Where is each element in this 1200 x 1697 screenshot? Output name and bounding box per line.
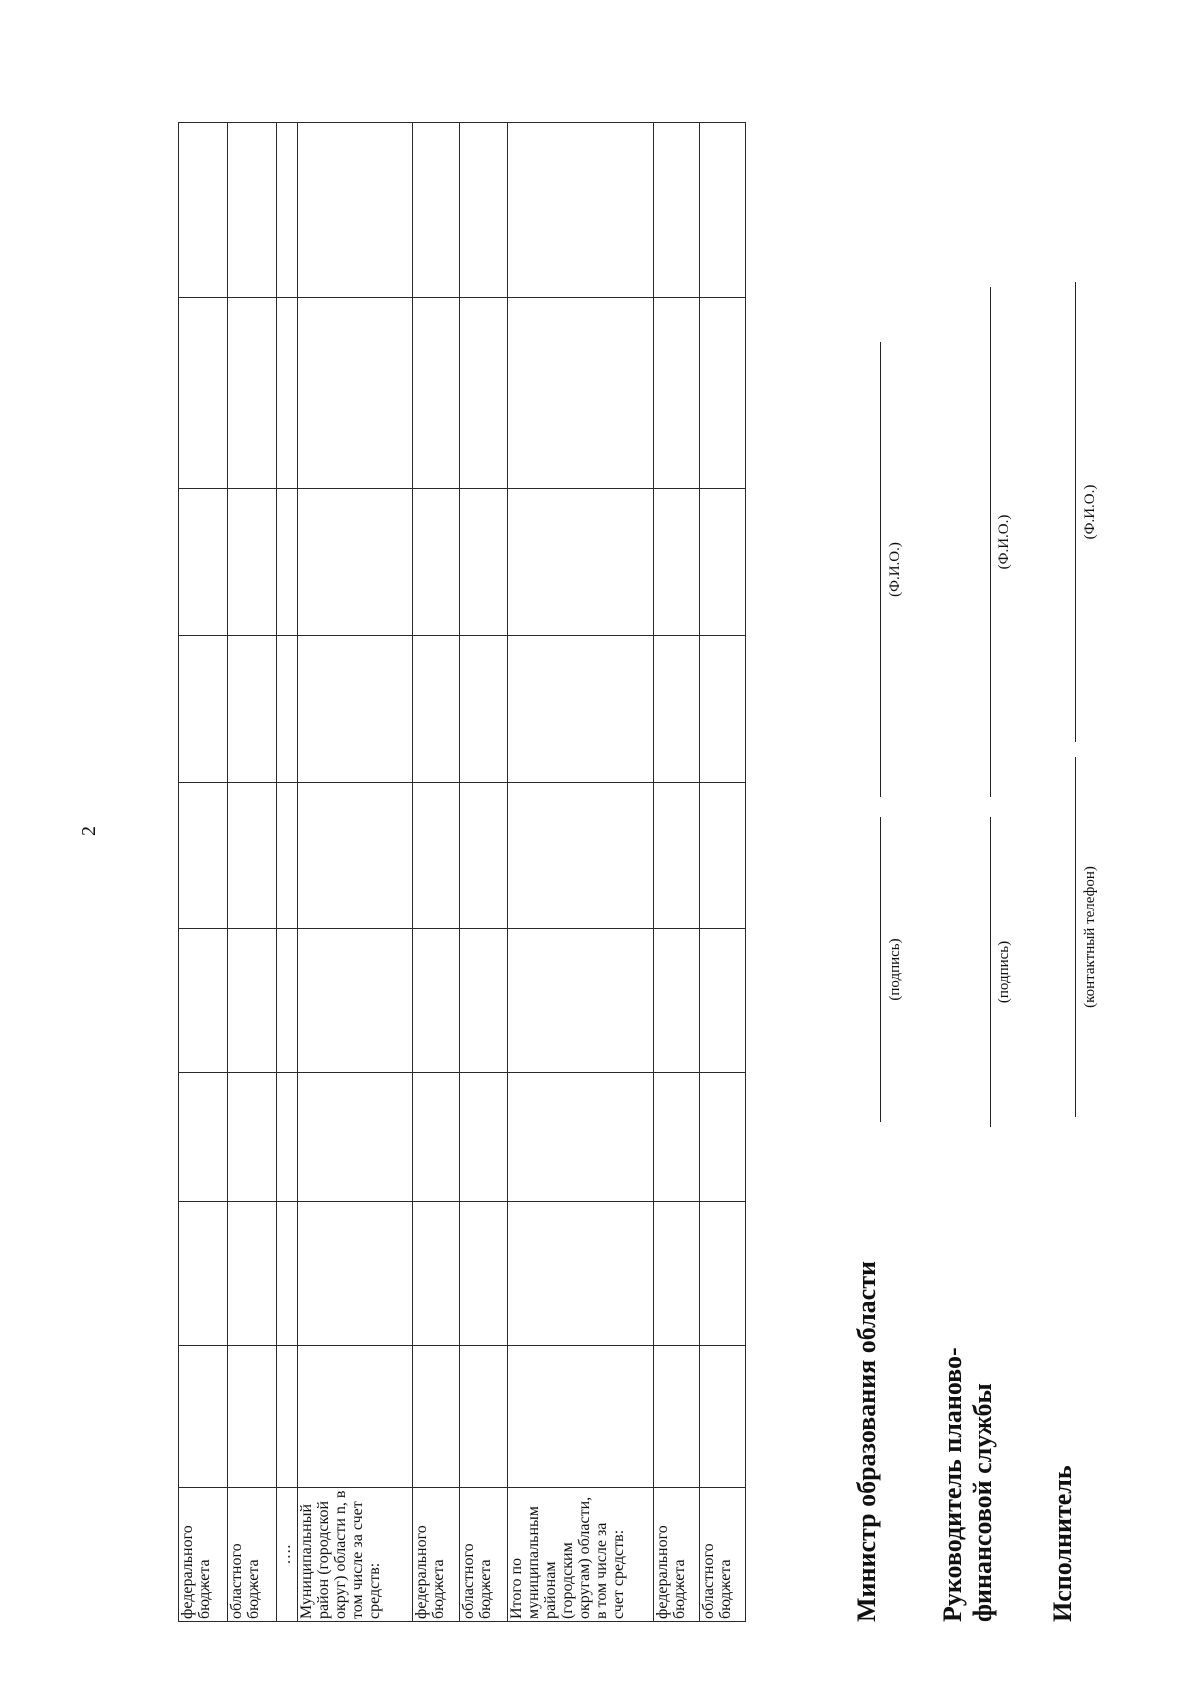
value-cell: [179, 1202, 228, 1345]
row-label-cell: областного бюджета: [460, 1488, 508, 1622]
value-cell: [412, 635, 460, 782]
value-cell: [412, 929, 460, 1072]
value-cell: [276, 1202, 297, 1345]
value-cell: [179, 1345, 228, 1487]
finance-head-name-line: [990, 287, 991, 797]
value-cell: [508, 1345, 654, 1487]
value-cell: [508, 1072, 654, 1202]
finance-head-sign-line: [990, 817, 991, 1127]
table-row: [179, 123, 228, 1622]
minister-title: Министр образования области: [852, 1261, 881, 1622]
value-cell: [654, 635, 700, 782]
value-cell: [227, 123, 276, 298]
value-cell: [297, 929, 412, 1072]
value-cell: [227, 782, 276, 929]
table-row: [654, 123, 700, 1622]
value-cell: [654, 782, 700, 929]
value-cell: [700, 297, 746, 489]
budget-table: [178, 122, 746, 1622]
row-label-cell: ….: [276, 1488, 297, 1622]
value-cell: [276, 1072, 297, 1202]
table-row: [227, 123, 276, 1622]
value-cell: [460, 489, 508, 636]
value-cell: [179, 489, 228, 636]
value-cell: [412, 297, 460, 489]
executor-title: Исполнитель: [1048, 1465, 1077, 1622]
finance-head-title: [938, 1347, 998, 1622]
value-cell: [227, 1202, 276, 1345]
finance-head-title-line1: Руководитель планово-: [938, 1347, 967, 1622]
value-cell: [297, 1345, 412, 1487]
executor-name-caption: (Ф.И.О.): [1082, 484, 1098, 540]
value-cell: [297, 297, 412, 489]
row-label-cell: областного бюджета: [700, 1488, 746, 1622]
value-cell: [227, 1345, 276, 1487]
value-cell: [179, 929, 228, 1072]
value-cell: [700, 782, 746, 929]
value-cell: [700, 1345, 746, 1487]
value-cell: [297, 782, 412, 929]
value-cell: [460, 782, 508, 929]
value-cell: [700, 123, 746, 298]
row-label-cell: Муниципальный район (городской округ) области n, в том числе за счет средств:: [297, 1488, 412, 1622]
minister-name-line: [880, 342, 881, 797]
value-cell: [276, 782, 297, 929]
value-cell: [654, 929, 700, 1072]
executor-name-line: [1075, 282, 1076, 742]
value-cell: [412, 1202, 460, 1345]
page-number: 2: [78, 826, 100, 836]
value-cell: [276, 1345, 297, 1487]
value-cell: [227, 635, 276, 782]
value-cell: [179, 123, 228, 298]
value-cell: [460, 635, 508, 782]
value-cell: [700, 635, 746, 782]
value-cell: [227, 297, 276, 489]
row-label-cell: федерального бюджета: [179, 1488, 228, 1622]
table-row: [700, 123, 746, 1622]
value-cell: [412, 489, 460, 636]
value-cell: [412, 123, 460, 298]
value-cell: [227, 1072, 276, 1202]
value-cell: [412, 782, 460, 929]
value-cell: [654, 1202, 700, 1345]
value-cell: [508, 489, 654, 636]
value-cell: [227, 489, 276, 636]
value-cell: [227, 929, 276, 1072]
value-cell: [700, 1202, 746, 1345]
value-cell: [654, 1072, 700, 1202]
value-cell: [508, 1202, 654, 1345]
value-cell: [297, 123, 412, 298]
minister-name-caption: (Ф.И.О.): [887, 542, 903, 597]
value-cell: [654, 489, 700, 636]
value-cell: [276, 929, 297, 1072]
value-cell: [179, 782, 228, 929]
table-row: [276, 123, 297, 1622]
minister-sign-line: [880, 817, 881, 1122]
value-cell: [460, 1072, 508, 1202]
value-cell: [654, 1345, 700, 1487]
table-row: [297, 123, 412, 1622]
value-cell: [700, 929, 746, 1072]
table-row: [508, 123, 654, 1622]
value-cell: [276, 297, 297, 489]
value-cell: [179, 635, 228, 782]
executor-phone-line: [1075, 757, 1076, 1117]
table-row: [460, 123, 508, 1622]
executor-phone-caption: (контактный телефон): [1082, 866, 1098, 1008]
value-cell: [412, 1072, 460, 1202]
value-cell: [179, 297, 228, 489]
value-cell: [460, 929, 508, 1072]
finance-head-title-line2: финансовой службы: [968, 1383, 997, 1622]
value-cell: [508, 297, 654, 489]
value-cell: [700, 489, 746, 636]
row-label-cell: федерального бюджета: [654, 1488, 700, 1622]
value-cell: [700, 1072, 746, 1202]
table-row: [412, 123, 460, 1622]
value-cell: [460, 1202, 508, 1345]
value-cell: [654, 123, 700, 298]
row-label-cell: областного бюджета: [227, 1488, 276, 1622]
minister-sign-caption: (подпись): [887, 938, 903, 1001]
value-cell: [297, 635, 412, 782]
value-cell: [276, 123, 297, 298]
value-cell: [412, 1345, 460, 1487]
value-cell: [460, 297, 508, 489]
finance-head-name-caption: (Ф.И.О.): [996, 514, 1012, 570]
value-cell: [297, 1202, 412, 1345]
value-cell: [297, 489, 412, 636]
value-cell: [508, 635, 654, 782]
value-cell: [297, 1072, 412, 1202]
value-cell: [276, 489, 297, 636]
row-label-cell: Итого по муниципальным районам (городским округам) области, в том числе за счет средств:: [508, 1488, 654, 1622]
value-cell: [460, 123, 508, 298]
value-cell: [508, 929, 654, 1072]
value-cell: [179, 1072, 228, 1202]
value-cell: [276, 635, 297, 782]
row-label-cell: федерального бюджета: [412, 1488, 460, 1622]
value-cell: [508, 782, 654, 929]
finance-head-sign-caption: (подпись): [996, 940, 1012, 1004]
value-cell: [460, 1345, 508, 1487]
value-cell: [508, 123, 654, 298]
value-cell: [654, 297, 700, 489]
